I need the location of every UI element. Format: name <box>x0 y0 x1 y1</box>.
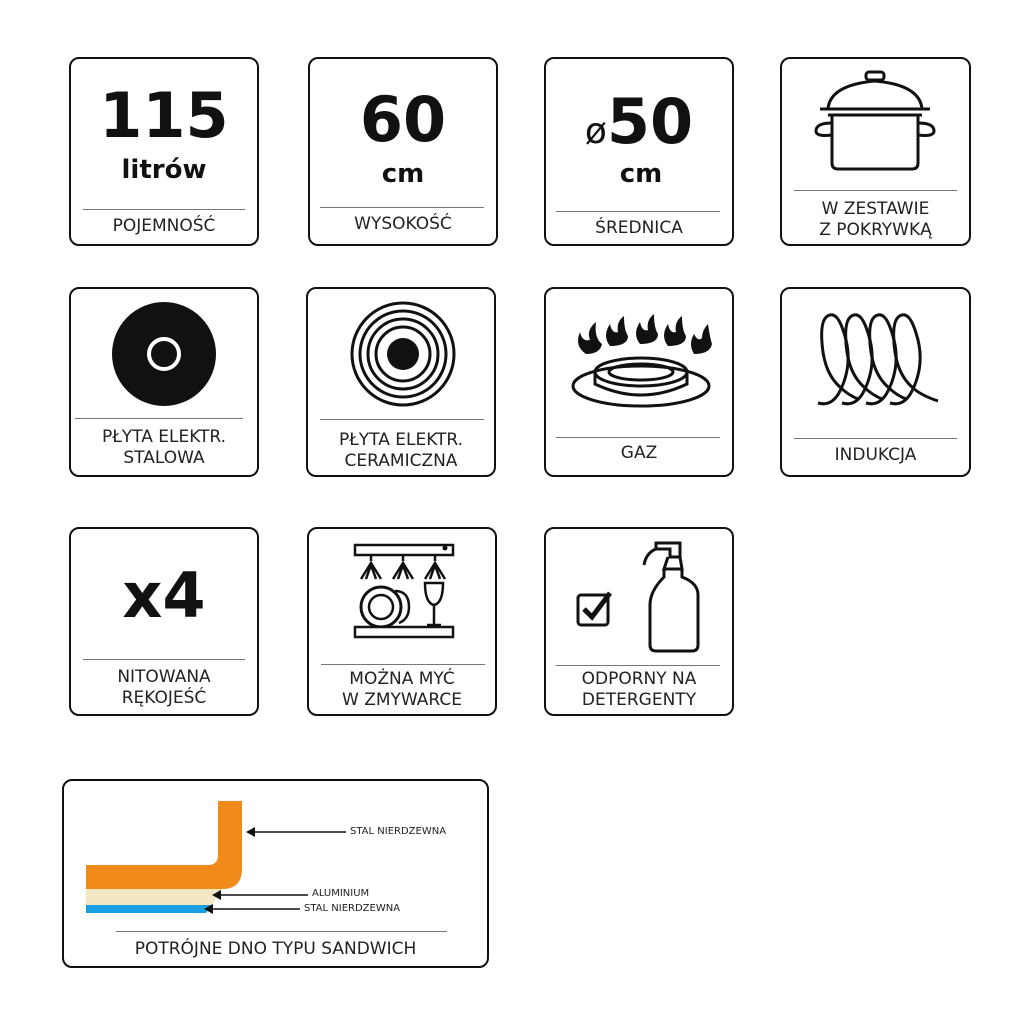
checkbox-icon <box>574 589 614 629</box>
divider <box>83 209 245 210</box>
diameter-label: ŚREDNICA <box>595 218 683 238</box>
ceramic-plate-label-line1: PŁYTA ELEKTR. <box>338 430 464 450</box>
ceramic-plate-label-line2: CERAMICZNA <box>344 451 458 471</box>
height-card <box>308 57 498 246</box>
induction-card <box>780 287 971 477</box>
detergent-card <box>544 527 734 716</box>
arrow-top-icon <box>246 826 346 838</box>
sandwich-card <box>62 779 489 968</box>
layer-middle-label: ALUMINIUM <box>312 888 370 899</box>
layer-top-label: STAL NIERDZEWNA <box>350 826 447 837</box>
diameter-value <box>546 87 732 167</box>
dishwasher-card <box>307 527 497 716</box>
pot-with-lid-icon <box>810 69 940 179</box>
steel-hotplate-icon <box>109 299 219 409</box>
capacity-value: 115 <box>99 79 229 152</box>
divider <box>556 211 720 212</box>
lid-label-line1: W ZESTAWIE <box>821 199 930 219</box>
steel-plate-card <box>69 287 259 477</box>
ceramic-plate-card <box>306 287 496 477</box>
capacity-label: POJEMNOŚĆ <box>112 216 216 236</box>
divider <box>794 190 957 191</box>
gas-label: GAZ <box>620 443 658 463</box>
handles-card <box>69 527 259 716</box>
steel-plate-label-line1: PŁYTA ELEKTR. <box>101 427 227 447</box>
divider <box>116 931 447 932</box>
dishwasher-icon <box>349 539 459 649</box>
capacity-card <box>69 57 259 246</box>
divider <box>794 438 957 439</box>
divider <box>320 419 484 420</box>
detergent-label-line2: DETERGENTY <box>581 690 697 710</box>
dishwasher-label-line1: MOŻNA MYĆ <box>349 669 455 689</box>
lid-label-line2: Z POKRYWKĄ <box>819 220 932 240</box>
divider <box>321 664 485 665</box>
divider <box>83 659 245 660</box>
divider <box>556 665 720 666</box>
induction-label: INDUKCJA <box>834 445 917 465</box>
handles-value: x4 <box>122 559 206 632</box>
gas-burner-icon <box>566 314 716 414</box>
spray-bottle-icon <box>640 539 710 659</box>
gas-card <box>544 287 734 477</box>
arrow-middle-icon <box>212 889 308 901</box>
lid-card <box>780 57 971 246</box>
handles-label-line1: NITOWANA <box>117 667 211 687</box>
height-value: 60 <box>359 83 447 156</box>
divider <box>556 437 720 438</box>
diameter-symbol: ø <box>584 111 607 152</box>
diameter-number: 50 <box>606 85 694 158</box>
handles-label-line2: RĘKOJEŚĆ <box>121 688 207 708</box>
diameter-card <box>544 57 734 246</box>
layer-bottom-label: STAL NIERDZEWNA <box>304 903 401 914</box>
detergent-label-line1: ODPORNY NA <box>581 669 697 689</box>
arrow-bottom-icon <box>204 903 300 915</box>
height-unit: cm <box>381 159 425 189</box>
divider <box>320 207 484 208</box>
capacity-unit: litrów <box>121 155 207 185</box>
diameter-unit: cm <box>619 159 663 189</box>
induction-coil-icon <box>814 303 944 413</box>
divider <box>75 418 243 419</box>
steel-plate-label-line2: STALOWA <box>123 448 205 468</box>
sandwich-label: POTRÓJNE DNO TYPU SANDWICH <box>134 939 417 959</box>
height-label: WYSOKOŚĆ <box>354 214 452 234</box>
ceramic-hotplate-icon <box>348 299 458 409</box>
dishwasher-label-line2: W ZMYWARCE <box>342 690 462 710</box>
